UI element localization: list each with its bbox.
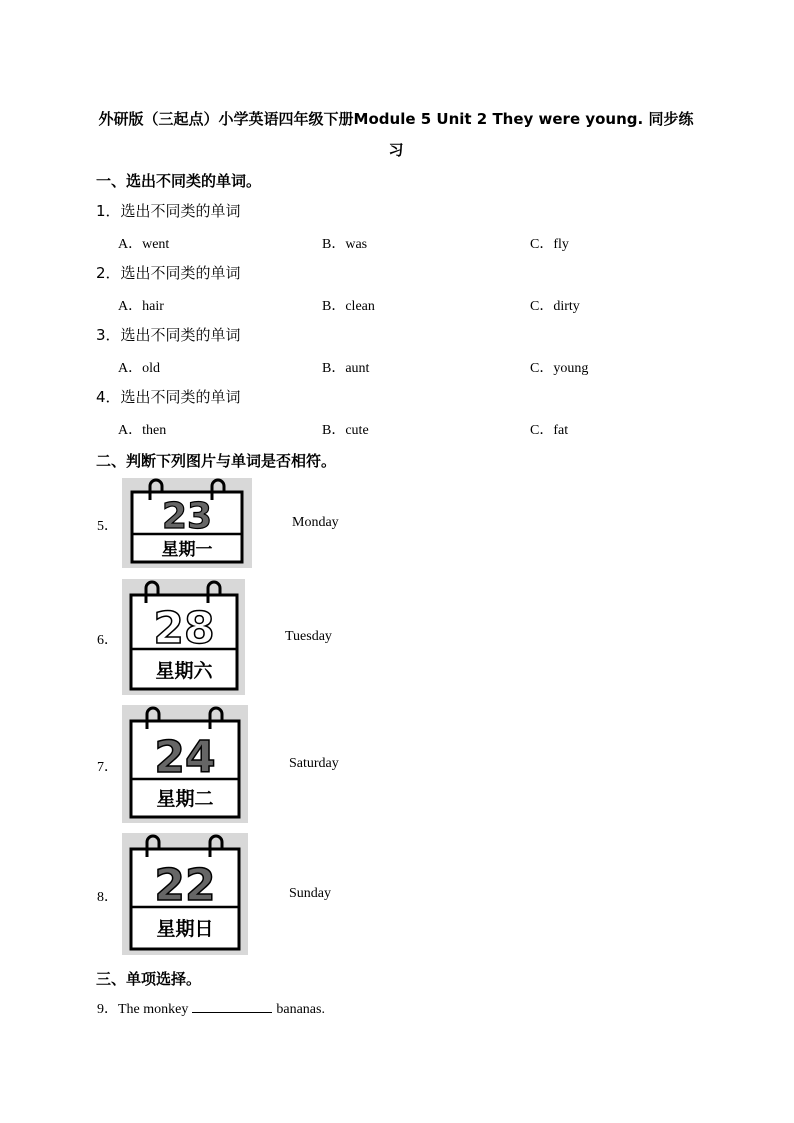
question-4: 4．选出不同类的单词 <box>96 388 241 406</box>
calendar-7-image <box>122 705 248 823</box>
option-b[interactable]: B．aunt <box>322 361 370 376</box>
section-2-heading: 二、判断下列图片与单词是否相符。 <box>96 452 337 470</box>
item-7-word: Saturday <box>289 756 339 771</box>
item-6-number: 6． <box>97 633 118 648</box>
question-2: 2．选出不同类的单词 <box>96 264 241 282</box>
calendar-8-label: 星期日 <box>156 918 214 940</box>
answer-blank[interactable] <box>192 1000 272 1013</box>
option-b[interactable]: B．cute <box>322 423 369 438</box>
option-c[interactable]: C．fat <box>530 423 569 438</box>
item-5-number: 5． <box>97 519 118 534</box>
calendar-6-number: 28 <box>153 603 215 654</box>
item-5-word: Monday <box>292 515 339 530</box>
option-c[interactable]: C．fly <box>530 237 569 252</box>
question-9: 9．The monkey bananas. <box>97 1002 325 1017</box>
item-8-number: 8． <box>97 890 118 905</box>
calendar-7-number: 24 <box>154 732 216 783</box>
calendar-8-image <box>122 833 248 955</box>
calendar-5-number: 23 <box>161 496 213 537</box>
question-1: 1．选出不同类的单词 <box>96 202 241 220</box>
section-1-heading: 一、选出不同类的单词。 <box>96 172 262 190</box>
option-b[interactable]: B．clean <box>322 299 375 314</box>
calendar-5-label: 星期一 <box>161 540 213 560</box>
option-c[interactable]: C．dirty <box>530 299 580 314</box>
calendar-6-label: 星期六 <box>155 660 213 682</box>
question-3: 3．选出不同类的单词 <box>96 326 241 344</box>
calendar-7-label: 星期二 <box>156 788 214 810</box>
calendar-8-number: 22 <box>154 860 216 911</box>
item-8-word: Sunday <box>289 886 331 901</box>
calendar-5-image <box>122 478 252 568</box>
option-a[interactable]: A．hair <box>118 299 164 314</box>
option-a[interactable]: A．old <box>118 361 160 376</box>
option-a[interactable]: A．went <box>118 237 170 252</box>
option-c[interactable]: C．young <box>530 361 589 376</box>
option-b[interactable]: B．was <box>322 237 368 252</box>
calendar-6-image <box>122 579 245 695</box>
page-title: 外研版（三起点）小学英语四年级下册Module 5 Unit 2 They were young. 同步练习 <box>98 110 694 159</box>
option-a[interactable]: A．then <box>118 423 167 438</box>
item-7-number: 7． <box>97 760 118 775</box>
section-3-heading: 三、单项选择。 <box>96 970 202 988</box>
item-6-word: Tuesday <box>285 629 332 644</box>
